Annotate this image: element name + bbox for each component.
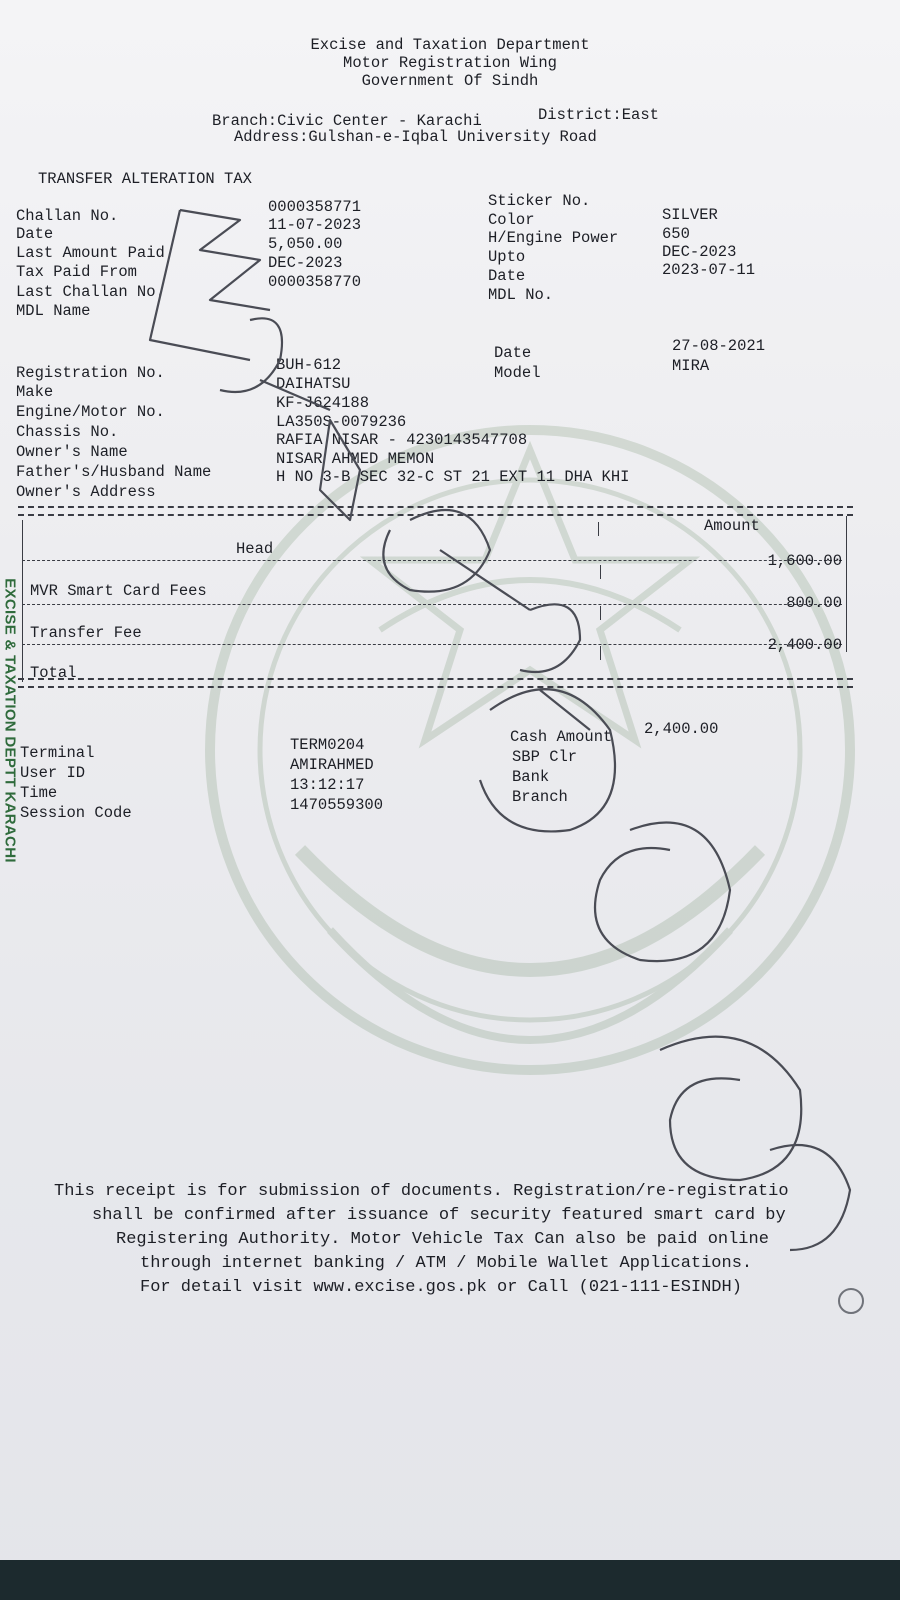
chassis-no-value: LA350S-0079236 (276, 413, 407, 431)
last-challan-label: Last Challan No. (16, 283, 165, 301)
branch-payment-label: Branch (512, 788, 568, 806)
footer-line-1: This receipt is for submission of documents. Registration/re-registratio (54, 1182, 789, 1201)
last-amount-label: Last Amount Paid (16, 244, 165, 262)
session-code-value: 1470559300 (290, 796, 384, 814)
sbp-clr-label: SBP Clr (512, 748, 578, 766)
session-code-label: Session Code (20, 804, 132, 822)
dept-title: Excise and Taxation Department (310, 36, 590, 54)
amount-column-header: Amount (704, 517, 760, 535)
engine-no-label: Engine/Motor No. (16, 403, 165, 421)
footer-line-4: through internet banking / ATM / Mobile Wallet Applications. (140, 1254, 753, 1273)
table-left-border (22, 520, 23, 682)
owner-address-value: H NO 3-B SEC 32-C ST 21 EXT 11 DHA KHI (276, 468, 630, 486)
cash-amount-value: 2,400.00 (644, 720, 719, 738)
challan-no-value: 0000358771 (268, 198, 362, 216)
bank-label: Bank (512, 768, 550, 786)
color-value: SILVER (662, 206, 718, 224)
father-name-value: NISAR AHMED MEMON (276, 450, 435, 468)
chassis-no-label: Chassis No. (16, 423, 119, 441)
make-value: DAIHATSU (276, 375, 351, 393)
vehicle-date-label: Date (494, 344, 532, 362)
fee-amount: 2,400.00 (767, 636, 842, 654)
model-value: MIRA (672, 357, 710, 375)
small-circle-mark (838, 1288, 864, 1314)
handwritten-mark-stamp (110, 190, 870, 1310)
challan-no-label: Challan No. (16, 207, 119, 225)
make-label: Make (16, 383, 54, 401)
footer-line-5: For detail visit www.excise.gos.pk or Call (021-111-ESINDH) (140, 1278, 742, 1297)
father-name-label: Father's/Husband Name (16, 463, 212, 481)
sticker-no-label: Sticker No. (488, 192, 591, 210)
tax-paid-from-value: DEC-2023 (268, 254, 343, 272)
model-label: Model (494, 364, 541, 382)
last-challan-value: 0000358770 (268, 273, 362, 291)
upto-label: Upto (488, 248, 526, 266)
last-amount-value: 5,050.00 (268, 235, 343, 253)
engine-power-label: H/Engine Power (488, 229, 619, 247)
user-id-label: User ID (20, 764, 86, 782)
fee-head: Total (30, 664, 77, 682)
fee-head: MVR Smart Card Fees (30, 582, 207, 600)
sticker-date-value: 2023-07-11 (662, 261, 756, 279)
time-label: Time (20, 784, 58, 802)
owner-name-label: Owner's Name (16, 443, 128, 461)
terminal-value: TERM0204 (290, 736, 365, 754)
head-column-header: Head (236, 540, 274, 558)
mdl-no-label: MDL No. (488, 286, 554, 304)
wing-title: Motor Registration Wing (343, 54, 557, 72)
registration-no-label: Registration No. (16, 364, 165, 382)
color-label: Color (488, 211, 535, 229)
engine-no-value: KF-J624188 (276, 394, 370, 412)
date-label: Date (16, 225, 54, 243)
user-id-value: AMIRAHMED (290, 756, 374, 774)
time-value: 13:12:17 (290, 776, 365, 794)
terminal-label: Terminal (20, 744, 95, 762)
fee-amount: 800.00 (786, 594, 842, 612)
owner-name-value: RAFIA NISAR - 4230143547708 (276, 431, 528, 449)
doc-title: TRANSFER ALTERATION TAX (38, 170, 252, 188)
district-label: District:East (538, 106, 659, 124)
engine-power-value: 650 (662, 225, 690, 243)
sticker-date-label: Date (488, 267, 526, 285)
footer-line-3: Registering Authority. Motor Vehicle Tax Can also be paid online (116, 1230, 769, 1249)
date-value: 11-07-2023 (268, 216, 362, 234)
tax-paid-from-label: Tax Paid From (16, 263, 137, 281)
branch-label: Branch:Civic Center - Karachi (212, 112, 482, 130)
footer-line-2: shall be confirmed after issuance of security featured smart card by (92, 1206, 786, 1225)
fee-amount: 1,600.00 (767, 552, 842, 570)
background-surface (0, 1560, 900, 1600)
govt-title: Government Of Sindh (361, 72, 539, 90)
vehicle-date-value: 27-08-2021 (672, 337, 766, 355)
side-stamp: EXCISE & TAXATION DEPTT KARACHI (1, 578, 19, 863)
upto-value: DEC-2023 (662, 243, 737, 261)
registration-no-value: BUH-612 (276, 356, 342, 374)
cash-amount-label: Cash Amount (510, 728, 613, 746)
mdl-name-label: MDL Name (16, 302, 91, 320)
address-label: Address:Gulshan-e-Iqbal University Road (234, 128, 597, 146)
fee-head: Transfer Fee (30, 624, 142, 642)
owner-address-label: Owner's Address (16, 483, 156, 501)
